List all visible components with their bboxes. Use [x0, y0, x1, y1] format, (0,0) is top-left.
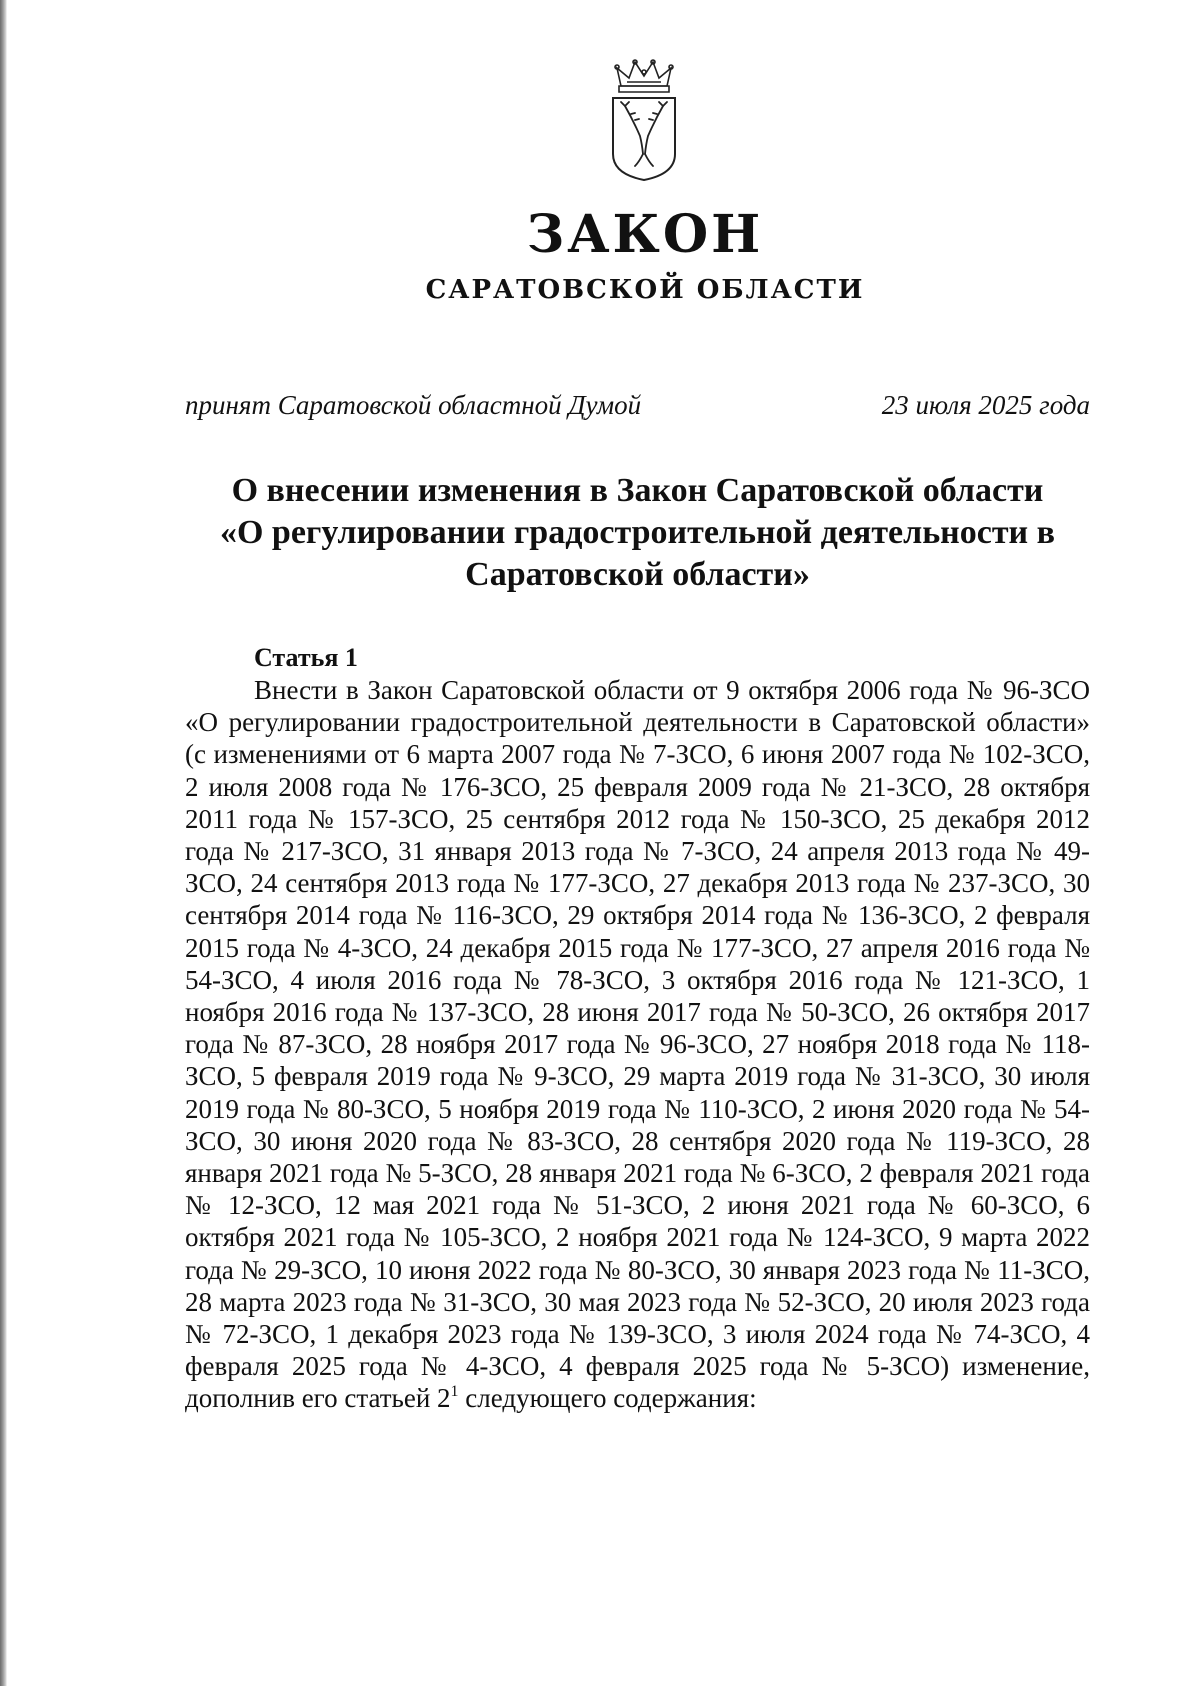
- adopted-by-text: принят Саратовской областной Думой: [185, 390, 642, 420]
- heading-line: «О регулировании градостроительной деятельности в: [219, 514, 1056, 551]
- article-body: [185, 674, 1090, 1415]
- article-text-end: следующего содержания:: [458, 1383, 757, 1414]
- adoption-date: 23 июля 2025 года: [881, 390, 1090, 420]
- saratov-oblast-coat-of-arms-icon: [607, 58, 681, 182]
- article-superscript: 1: [450, 1383, 459, 1401]
- article-title: Статья 1: [254, 643, 358, 672]
- article-text: Внести в Закон Саратовской области от 9 октября 2006 года № 96-ЗСО «О регулировании градостроительной деятельности в Саратовской области» (с изменениями от 6 марта 2007 года № 7-ЗСО, 6 июня 2007 года № 102-ЗСО, 2 июля 2008 года № 176-ЗСО, 25 февраля 2009 года № 21-ЗСО, 28 октября 2011 года № 157-ЗСО, 25 сентября 2012 года № 150-ЗСО, 25 декабря 2012 года № 217-ЗСО, 31 января 2013 года № 7-ЗСО, 24 апреля 2013 года № 49-ЗСО, 24 сентября 2013 года № 177-ЗСО, 27 декабря 2013 года № 237-ЗСО, 30 сентября 2014 года № 116-ЗСО, 29 октября 2014 года № 136-ЗСО, 2 февраля 2015 года № 4-ЗСО, 24 декабря 2015 года № 177-ЗСО, 27 апреля 2016 года № 54-ЗСО, 4 июля 2016 года № 78-ЗСО, 3 октября 2016 года № 121-ЗСО, 1 ноября 2016 года № 137-ЗСО, 28 июня 2017 года № 50-ЗСО, 26 октября 2017 года № 87-ЗСО, 28 ноября 2017 года № 96-ЗСО, 27 ноября 2018 года № 118-ЗСО, 5 февраля 2019 года № 9-ЗСО, 29 марта 2019 года № 31-ЗСО, 30 июля 2019 года № 80-ЗСО, 5 ноября 2019 года № 110-ЗСО, 2 июня 2020 года № 54-ЗСО, 30 июня 2020 года № 83-ЗСО, 28 сентября 2020 года № 119-ЗСО, 28 января 2021 года № 5-ЗСО, 28 января 2021 года № 6-ЗСО, 2 февраля 2021 года № 12-ЗСО, 12 мая 2021 года № 51-ЗСО, 2 июня 2021 года № 60-ЗСО, 6 октября 2021 года № 105-ЗСО, 2 ноября 2021 года № 124-ЗСО, 9 марта 2022 года № 29-ЗСО, 10 июня 2022 года № 80-ЗСО, 30 января 2023 года № 11-ЗСО, 28 марта 2023 года № 31-ЗСО, 30 мая 2023 года № 52-ЗСО, 20 июля 2023 года № 72-ЗСО, 1 декабря 2023 года № 139-ЗСО, 3 июля 2024 года № 74-ЗСО, 4 февраля 2025 года № 4-ЗСО, 4 февраля 2025 года № 5-ЗСО) изменение, дополнив его статьей 2: [185, 675, 1090, 1414]
- heading-line: О внесении изменения в Закон Саратовской области: [231, 472, 1044, 509]
- document-heading: [185, 470, 1090, 596]
- law-title: ЗАКОН: [526, 204, 764, 265]
- law-subtitle: САРАТОВСКОЙ ОБЛАСТИ: [425, 275, 865, 305]
- heading-line: Саратовской области»: [465, 556, 810, 593]
